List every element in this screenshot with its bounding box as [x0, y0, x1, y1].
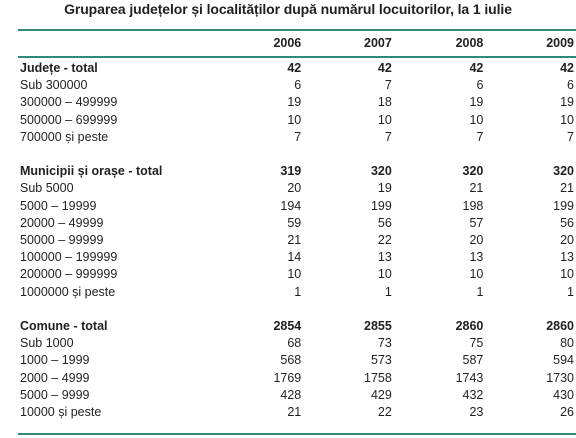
value-cell: 59 [287, 215, 302, 230]
value-cell: 13 [469, 250, 484, 265]
value-cell: 320 [553, 164, 574, 179]
value-cell: 1 [476, 284, 484, 299]
value-cell: 7 [384, 78, 392, 93]
value-cell: 19 [377, 181, 392, 196]
row-label: Sub 300000 [20, 78, 88, 93]
value-cell: 42 [287, 61, 302, 75]
value-cell: 10 [560, 112, 574, 127]
value-cell: 26 [560, 405, 574, 420]
row-label: 100000 – 199999 [20, 250, 118, 265]
table-row [18, 249, 574, 266]
value-cell: 7 [294, 129, 302, 144]
table-row [18, 215, 574, 232]
value-cell: 68 [287, 336, 302, 351]
row-label: 20000 – 49999 [20, 215, 104, 230]
section-total-row [18, 163, 574, 180]
value-cell: 56 [377, 215, 392, 230]
table-row [18, 198, 574, 215]
table-row [18, 77, 574, 94]
row-label: 300000 – 499999 [20, 95, 118, 110]
table-row [18, 335, 574, 352]
row-label: 500000 – 699999 [20, 112, 118, 127]
table-row [18, 112, 574, 129]
value-cell: 18 [377, 95, 392, 110]
row-label: 1000 – 1999 [20, 353, 90, 368]
value-cell: 56 [560, 215, 574, 230]
value-cell: 430 [553, 387, 574, 402]
value-cell: 319 [280, 164, 302, 179]
row-label: Sub 5000 [20, 181, 74, 196]
value-cell: 2860 [546, 319, 574, 334]
value-cell: 10 [287, 112, 302, 127]
section-total-row [18, 60, 574, 77]
row-label: 200000 – 999999 [20, 267, 118, 282]
row-label: 10000 și peste [20, 405, 102, 420]
value-cell: 2854 [273, 319, 302, 334]
row-label: 5000 – 19999 [20, 198, 97, 213]
value-cell: 1 [294, 284, 302, 299]
value-cell: 7 [476, 129, 484, 144]
value-cell: 594 [553, 353, 574, 368]
value-cell: 1743 [455, 370, 484, 385]
row-label: Municipii și orașe - total [20, 164, 163, 179]
section-total-row [18, 318, 574, 335]
value-cell: 320 [462, 164, 484, 179]
value-cell: 429 [370, 387, 392, 402]
value-cell: 587 [462, 353, 484, 368]
row-label: 700000 și peste [20, 129, 109, 144]
table-row [18, 94, 574, 111]
value-cell: 10 [469, 267, 484, 282]
value-cell: 14 [287, 250, 302, 265]
value-cell: 10 [377, 267, 392, 282]
value-cell: 21 [469, 181, 484, 196]
value-cell: 6 [567, 78, 574, 93]
table-row [18, 387, 574, 404]
value-cell: 13 [560, 250, 574, 265]
value-cell: 21 [560, 181, 574, 196]
value-cell: 7 [384, 129, 392, 144]
value-cell: 20 [560, 233, 574, 248]
value-cell: 10 [469, 112, 484, 127]
value-cell: 22 [377, 405, 392, 420]
row-label: Sub 1000 [20, 336, 74, 351]
value-cell: 10 [560, 267, 574, 282]
value-cell: 198 [462, 198, 484, 213]
value-cell: 194 [280, 198, 302, 213]
value-cell: 19 [287, 95, 302, 110]
value-cell: 13 [377, 250, 392, 265]
value-cell: 10 [287, 267, 302, 282]
year-header: 2006 [273, 36, 302, 50]
value-cell: 568 [280, 353, 302, 368]
value-cell: 199 [370, 198, 392, 213]
row-label: 50000 – 99999 [20, 233, 104, 248]
value-cell: 1769 [273, 370, 302, 385]
year-header: 2009 [546, 36, 574, 50]
table-row [18, 232, 574, 249]
value-cell: 6 [476, 78, 484, 93]
value-cell: 432 [462, 387, 484, 402]
value-cell: 42 [377, 61, 392, 75]
table-row [18, 370, 574, 387]
row-label: 5000 – 9999 [20, 387, 90, 402]
value-cell: 1 [567, 284, 574, 299]
table-row [18, 284, 574, 301]
header-label-cell [18, 30, 239, 56]
table-title: Gruparea județelor și localităților după numărul locuitorilor, la 1 iulie [64, 1, 512, 17]
year-header: 2008 [455, 36, 484, 50]
value-cell: 19 [560, 95, 574, 110]
row-label: Comune - total [20, 319, 108, 334]
table-row [18, 266, 574, 283]
value-cell: 20 [287, 181, 302, 196]
value-cell: 320 [370, 164, 392, 179]
value-cell: 23 [469, 405, 484, 420]
value-cell: 199 [553, 198, 574, 213]
section-gap [18, 301, 574, 318]
row-label: 2000 – 4999 [20, 370, 90, 385]
value-cell: 21 [287, 405, 302, 420]
row-label: Județe - total [20, 61, 98, 75]
table-row [18, 180, 574, 197]
row-label: 1000000 și peste [20, 284, 116, 299]
value-cell: 20 [469, 233, 484, 248]
header-row [18, 30, 574, 56]
table-row [18, 404, 574, 421]
value-cell: 1730 [546, 370, 574, 385]
value-cell: 428 [280, 387, 302, 402]
value-cell: 57 [469, 215, 484, 230]
value-cell: 42 [469, 61, 484, 75]
value-cell: 22 [377, 233, 392, 248]
value-cell: 1 [384, 284, 392, 299]
value-cell: 10 [377, 112, 392, 127]
value-cell: 73 [377, 336, 392, 351]
table-row [18, 129, 574, 146]
value-cell: 2860 [455, 319, 484, 334]
table-row [18, 352, 574, 369]
value-cell: 42 [560, 61, 574, 75]
value-cell: 80 [560, 336, 574, 351]
value-cell: 1758 [364, 370, 392, 385]
value-cell: 573 [370, 353, 392, 368]
value-cell: 21 [287, 233, 302, 248]
year-header: 2007 [364, 36, 392, 50]
value-cell: 2855 [364, 319, 392, 334]
value-cell: 7 [567, 129, 574, 144]
value-cell: 19 [469, 95, 484, 110]
value-cell: 75 [469, 336, 484, 351]
bottom-rule [18, 433, 576, 435]
section-gap [18, 146, 574, 163]
data-table [18, 30, 574, 421]
value-cell: 6 [294, 78, 302, 93]
